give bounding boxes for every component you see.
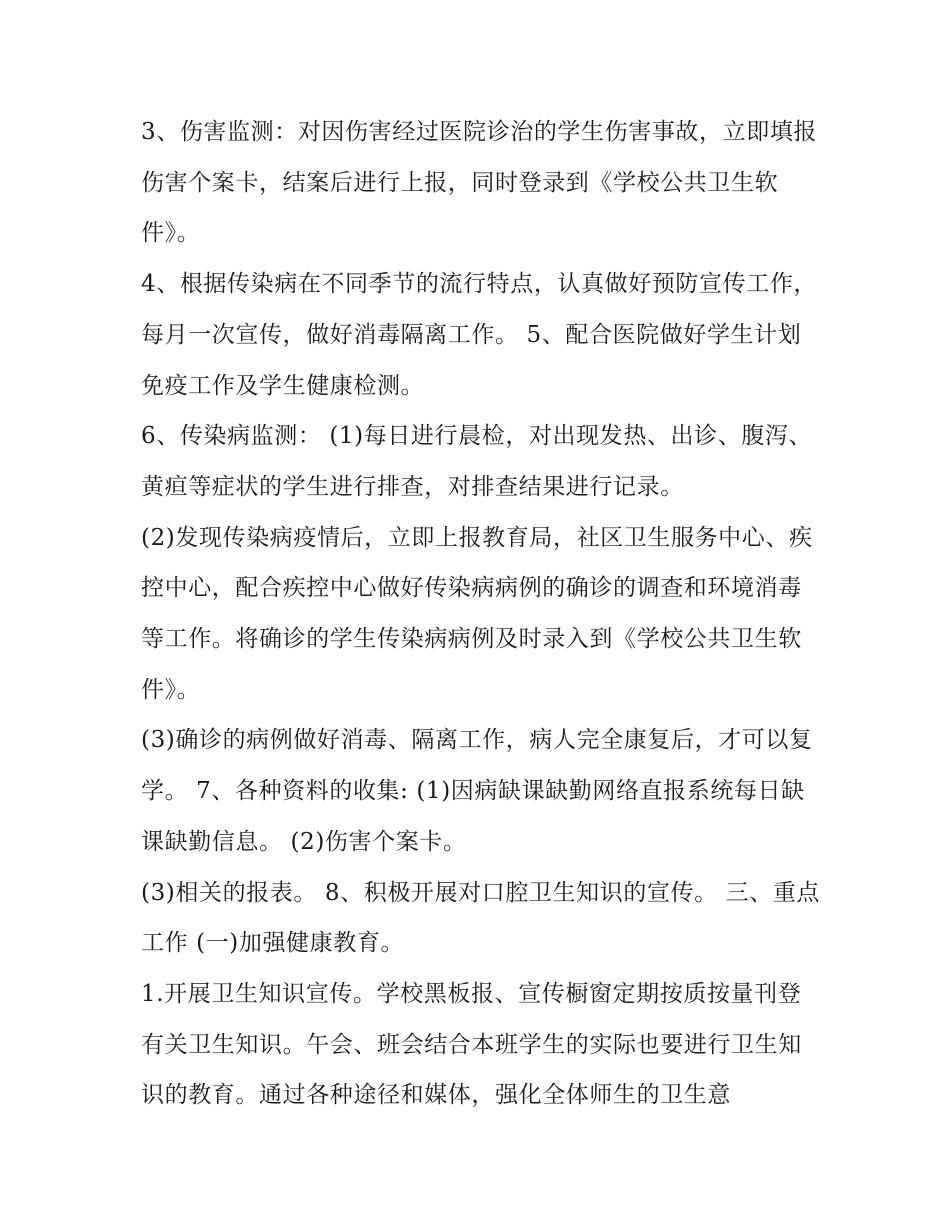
paragraph-outbreak-reporting: (2)发现传染病疫情后，立即上报教育局，社区卫生服务中心、疾控中心，配合疾控中心做好传染病病例的确诊的调查和环境消毒等工作。将确诊的学生传染病病例及时录入到《学校公共卫生软件》。	[141, 524, 813, 703]
paragraph-injury-monitoring: 3、伤害监测：对因伤害经过医院诊治的学生伤害事故，立即填报伤害个案卡，结案后进行上报，同时登录到《学校公共卫生软件》。	[141, 119, 818, 247]
paragraph-return-to-school: (3)确诊的病例做好消毒、隔离工作，病人完全康复后，才可以复学。 7、各种资料的收集: (1)因病缺课缺勤网络直报系统每日缺课缺勤信息。 (2)伤害个案卡。	[141, 727, 813, 855]
paragraph-health-education: 1.开展卫生知识宣传。学校黑板报、宣传橱窗定期按质按量刊登有关卫生知识。午会、班会结合本班学生的实际也要进行卫生知识的教育。通过各种途径和媒体，强化全体师生的卫生意	[141, 980, 802, 1109]
paragraph-reports-and-focus: (3)相关的报表。 8、积极开展对口腔卫生知识的宣传。 三、重点工作 (一)加强健康教育。	[141, 879, 821, 957]
paragraph-disease-monitoring: 6、传染病监测： (1)每日进行晨检，对出现发热、出诊、腹泻、黄疸等症状的学生进行排查，对排查结果进行记录。	[141, 423, 813, 500]
paragraph-seasonal-prevention: 4、根据传染病在不同季节的流行特点，认真做好预防宣传工作，每月一次宣传，做好消毒隔离工作。 5、配合医院做好学生计划免疫工作及学生健康检测。	[141, 271, 818, 399]
document-body	[141, 107, 821, 1121]
